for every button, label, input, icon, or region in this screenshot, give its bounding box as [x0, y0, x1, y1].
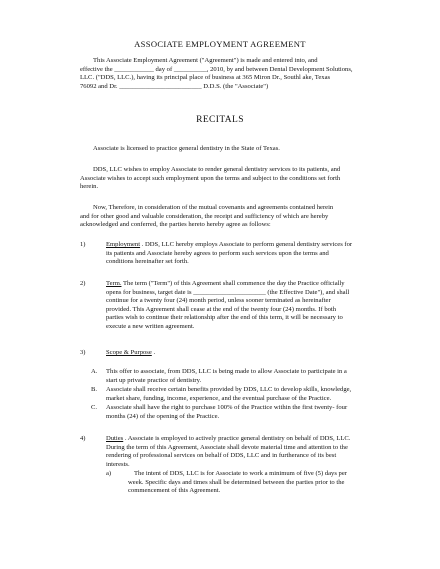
section-scope: Scope & Purpose . — [106, 349, 156, 356]
recital-line: acknowledged and conferred, the parties hereto hereby agree as follows: — [80, 221, 271, 229]
item-text: week. Specific days and times shall be determined between the parties prior to the — [128, 478, 345, 486]
scope-item-c — [106, 404, 392, 421]
section-number: 4) — [80, 435, 86, 442]
item-text: Associate shall receive certain benefits provided by DDS, LLC to develop skills, knowledge, — [106, 386, 352, 393]
section-number: 2) — [80, 280, 86, 287]
section-text: rendering of professional services on behalf of DDS, LLC and in furtherance of its best — [106, 452, 337, 460]
section-text: continue for a twenty four (24) month period, unless sooner terminated as hereinafter — [106, 297, 331, 305]
recital-line: Now, Therefore, in consideration of the mutual covenants and agreements contained herein — [93, 204, 334, 211]
intro-line: LLC. ("DDS, LLC.), having its principal place of business at 365 Miron Dr., Southl ake, Texas — [80, 74, 331, 82]
section-heading-scope: Scope & Purpose — [106, 349, 152, 356]
section-heading-term: Term. — [106, 280, 122, 287]
recital-paragraph-2 — [80, 166, 392, 192]
list-letter: a) — [106, 470, 112, 477]
item-text: The intent of DDS, LLC is for Associate to work a minimum of five (5) days per — [134, 470, 347, 477]
recital-paragraph-1 — [80, 145, 392, 154]
duties-item-a — [128, 470, 392, 496]
scope-item-a — [106, 368, 392, 385]
intro-line: This Associate Employment Agreement ("Agreement") is made and entered into, and — [93, 57, 318, 64]
intro-paragraph — [80, 57, 392, 91]
recital-line: Associate is licensed to practice general dentistry in the State of Texas. — [93, 145, 280, 152]
section-heading-duties: Duties — [106, 435, 124, 442]
section-duties — [106, 435, 392, 469]
section-text: parties wish to continue their relationship after the end of this term, it will be necessary to — [106, 314, 343, 322]
recital-line: herein. — [80, 183, 99, 191]
scope-item-b — [106, 386, 392, 403]
section-text: its patients and Associate hereby agrees to perform such services upon the terms and — [106, 249, 329, 257]
section-text: . DDS, LLC hereby employs Associate to perform general dentistry services for — [140, 241, 353, 248]
section-employment — [106, 241, 392, 267]
item-text: Associate shall have the right to purchase 100% of the Practice within the first twenty- four — [106, 404, 348, 411]
intro-line: 76092 and Dr. _________________________ D.D.S. (the "Associate") — [80, 82, 269, 90]
section-text: The term ("Term") of this Agreement shall commence the day the Practice officially — [121, 280, 345, 287]
recital-paragraph-3 — [80, 204, 392, 230]
item-text: start up private practice of dentistry. — [106, 376, 202, 384]
section-number: 3) — [80, 349, 86, 356]
section-text: conditions hereinafter set forth. — [106, 258, 189, 266]
section-text: opens for business, target date is ______________________ (the Effective Date"), and shall — [106, 288, 350, 296]
section-text: execute a new written agreement. — [106, 322, 195, 330]
intro-line: effective the ____________ day of __________, 2010, by and between Dental Development Solutions, — [80, 65, 353, 73]
document-title: ASSOCIATE EMPLOYMENT AGREEMENT — [134, 39, 306, 49]
list-letter: B. — [91, 386, 98, 393]
section-text: provided. This Agreement shall cease at the end of the twenty four (24) months. If both — [106, 305, 337, 313]
section-text: interests. — [106, 460, 130, 468]
recital-line: DDS, LLC wishes to employ Associate to render general dentistry services to its patients, and — [93, 166, 341, 173]
section-heading-employment: Employment — [106, 241, 141, 248]
section-number: 1) — [80, 241, 86, 248]
list-letter: A. — [91, 368, 98, 375]
list-letter: C. — [91, 404, 98, 411]
item-text: months (24) of the opening of the Practice. — [106, 412, 220, 420]
section-term — [106, 280, 392, 332]
item-text: commencement of this Agreement. — [128, 487, 221, 495]
item-text: market share, funding, income, experience, and the eventual purchase of the Practice. — [106, 394, 332, 402]
item-text: This offer to associate, from DDS, LLC is being made to allow Associate to participate in a — [106, 368, 347, 375]
recital-line: and for other good and valuable consideration, the receipt and sufficiency of which are hereby — [80, 212, 329, 220]
section-text: During the term of this Agreement, Associate shall devote material time and attention to the — [106, 443, 348, 451]
recital-line: Associate wishes to accept such employment upon the terms and subject to the conditions set forth — [80, 174, 341, 182]
recitals-heading: RECITALS — [196, 115, 244, 125]
section-text: . Associate is employed to actively practice general dentistry on behalf of DDS, LLC. — [123, 435, 351, 442]
